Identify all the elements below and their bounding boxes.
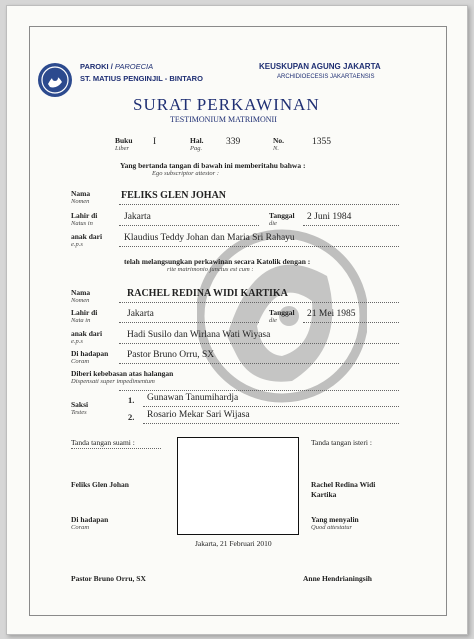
groom-name-latin: Nomen	[71, 198, 90, 205]
groom-parents-line	[119, 246, 399, 247]
intro-latin: Ego subscriptor attestor :	[152, 170, 219, 177]
bride-birthplace-latin: Nata in	[71, 317, 91, 324]
bride-birthplace-line	[119, 322, 259, 323]
groom-date-value: 2 Juni 1984	[307, 212, 352, 222]
photo-box	[177, 437, 299, 535]
parish-line1	[80, 62, 153, 71]
bride-name-label: Nama	[71, 288, 91, 297]
groom-name-line	[119, 204, 399, 205]
attestor-latin: Quod attestatur	[311, 524, 352, 531]
certificate-frame	[6, 5, 468, 635]
parish-latin: PAROECIA	[114, 62, 154, 71]
diocese-latin: ARCHIDIOECESIS JAKARTAENSIS	[277, 74, 375, 80]
bride-parents-latin: e.p.s	[71, 338, 83, 345]
witness-2-number: 2.	[128, 412, 135, 422]
page-subtitle: TESTIMONIUM MATRIMONII	[170, 115, 277, 124]
buku-value: I	[153, 137, 157, 147]
parish-name: ST. MATIUS PENGINJIL - BINTARO	[80, 74, 203, 83]
groom-signature-label: Tanda tangan suami :	[71, 438, 135, 447]
no-label: No.	[273, 136, 285, 145]
coram-label: Di hadapan	[71, 515, 109, 524]
witness-2-line	[143, 423, 399, 424]
clerk-name: Anne Hendrianingsih	[303, 574, 372, 583]
coram-latin: Coram	[71, 524, 90, 531]
groom-birthplace-latin: Natus in	[71, 220, 93, 227]
bride-date-value: 21 Mei 1985	[307, 309, 356, 319]
middle-text: telah melangsungkan perkawinan secara Katolik dengan :	[124, 257, 311, 266]
bride-date-line	[303, 322, 399, 323]
place-date: Jakarta, 21 Februari 2010	[195, 539, 272, 548]
groom-signature-name: Feliks Glen Johan	[71, 480, 129, 489]
dispensation-latin: Dispensati super impedimentum	[71, 378, 155, 385]
officiant-latin: Coram	[71, 358, 90, 365]
groom-parents-label: anak dari	[71, 232, 103, 241]
bride-date-label: Tanggal	[269, 308, 295, 317]
groom-birthplace-value: Jakarta	[124, 212, 151, 222]
bride-birthplace-value: Jakarta	[127, 309, 154, 319]
officiant-line	[119, 363, 399, 364]
groom-signature-line	[71, 448, 161, 449]
bride-name-line	[119, 302, 399, 303]
hal-value: 339	[226, 137, 241, 147]
dispensation-line	[119, 390, 399, 391]
bride-parents-line	[119, 343, 399, 344]
parish-seal-icon	[37, 62, 73, 98]
bride-date-latin: die	[269, 317, 277, 324]
intro-text: Yang bertanda tangan di bawah ini memberitahu bahwa :	[120, 161, 306, 170]
buku-latin: Liber	[115, 145, 130, 152]
bride-signature-name-2: Kartika	[311, 490, 337, 499]
hal-latin: Pag.	[190, 145, 203, 152]
groom-name-label: Nama	[71, 189, 91, 198]
hal-label: Hal.	[190, 136, 204, 145]
witness-label: Saksi	[71, 400, 89, 409]
groom-birthplace-line	[119, 225, 259, 226]
no-value: 1355	[312, 137, 331, 147]
witness-1-line	[143, 406, 399, 407]
middle-latin: rite matrimonio junctus est cum :	[167, 266, 254, 273]
groom-date-latin: die	[269, 220, 277, 227]
witness-latin: Testes	[71, 409, 87, 416]
officiant-label: Di hadapan	[71, 349, 109, 358]
bride-name-latin: Nomen	[71, 297, 90, 304]
witness-1-name: Gunawan Tanumihardja	[147, 393, 239, 403]
buku-label: Buku	[115, 136, 133, 145]
witness-2-name: Rosario Mekar Sari Wijasa	[147, 410, 250, 420]
groom-parents-value: Klaudius Teddy Johan dan Maria Sri Rahayu	[124, 233, 295, 243]
page-title: SURAT PERKAWINAN	[133, 95, 320, 114]
parish-label: PAROKI /	[80, 62, 115, 71]
no-latin: N.	[273, 145, 279, 152]
bride-signature-name-1: Rachel Redina Widi	[311, 480, 376, 489]
dispensation-label: Diberi kebebasan atas halangan	[71, 369, 174, 378]
groom-date-line	[303, 225, 399, 226]
bride-birthplace-label: Lahir di	[71, 308, 98, 317]
bride-parents-value: Hadi Susilo dan Wirlana Wati Wiyasa	[127, 330, 271, 340]
bride-signature-label: Tanda tangan isteri :	[311, 438, 372, 447]
groom-birthplace-label: Lahir di	[71, 211, 98, 220]
officiant-value: Pastor Bruno Orru, SX	[127, 350, 215, 360]
diocese-name: KEUSKUPAN AGUNG JAKARTA	[259, 62, 381, 71]
witness-1-number: 1.	[128, 395, 135, 405]
groom-date-label: Tanggal	[269, 211, 295, 220]
bride-name-value: RACHEL REDINA WIDI KARTIKA	[127, 288, 288, 299]
groom-parents-latin: e.p.s	[71, 241, 83, 248]
bride-parents-label: anak dari	[71, 329, 103, 338]
groom-name-value: FELIKS GLEN JOHAN	[121, 190, 227, 201]
priest-name: Pastor Bruno Orru, SX	[71, 574, 146, 583]
attestor-label: Yang menyalin	[311, 515, 359, 524]
